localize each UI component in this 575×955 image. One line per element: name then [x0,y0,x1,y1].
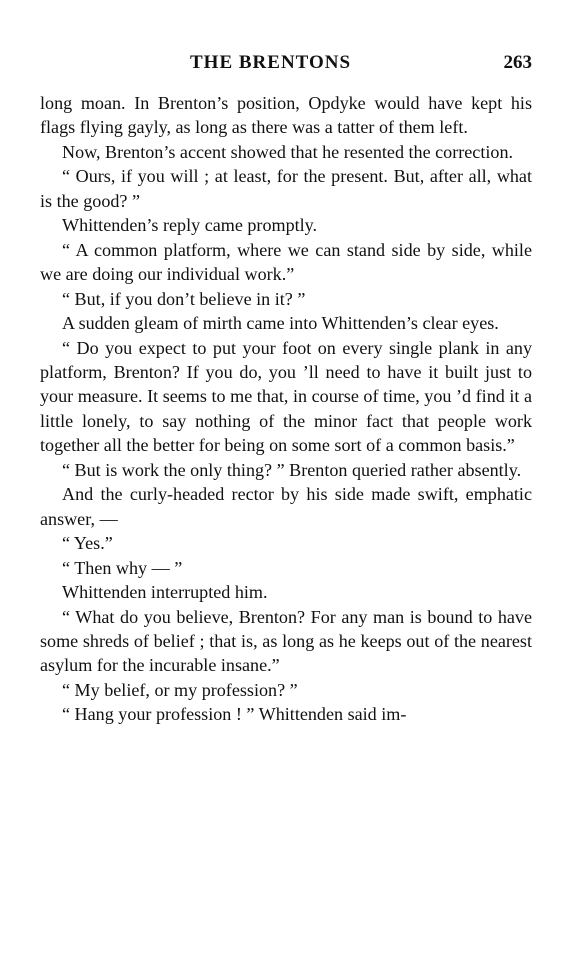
paragraph: “ But is work the only thing? ” Brenton queried rather absently. [62,459,522,480]
book-page [40,52,532,727]
paragraph: Whittenden’s reply came promptly. [62,215,318,236]
paragraph: “ What do you believe, Brenton? For any man is bound to have some shreds of belief ; that is, as long as he keeps out of the nearest asylum for the incurable insane.” [40,606,532,676]
paragraph: “ A common platform, where we can stand side by side, while we are doing our individual work.” [40,239,532,285]
paragraph: Now, Brenton’s accent showed that he resented the correction. [62,141,514,162]
body-text [40,91,532,727]
paragraph: “ Ours, if you will ; at least, for the present. But, after all, what is the good? ” [40,166,532,211]
paragraph: And the curly-headed rector by his side made swift, emphatic answer, — [40,484,532,529]
page-number: 263 [503,52,532,73]
running-title: THE BRENTONS [190,52,352,73]
paragraph: “ Hang your profession ! ” Whittenden said im- [62,704,407,725]
paragraph: Whittenden interrupted him. [62,582,268,603]
paragraph: “ But, if you don’t believe in it? ” [62,288,306,309]
paragraph: “ Then why — ” [62,557,183,578]
running-head [40,52,532,80]
paragraph: A sudden gleam of mirth came into Whittenden’s clear eyes. [62,313,499,334]
paragraph: “ Yes.” [62,533,113,554]
paragraph: “ Do you expect to put your foot on every single plank in any platform, Brenton? If you do, you ’ll need to have it built just to your measure. It seems to me that, in course of time, you ’d find it a little lonely, to say nothing of the minor fact that people work together all the better for being on some sort of a common basis.” [40,337,532,456]
paragraph: “ My belief, or my profession? ” [62,679,298,700]
paragraph: long moan. In Brenton’s position, Opdyke would have kept his flags flying gayly, as long as there was a tatter of them left. [40,93,532,138]
